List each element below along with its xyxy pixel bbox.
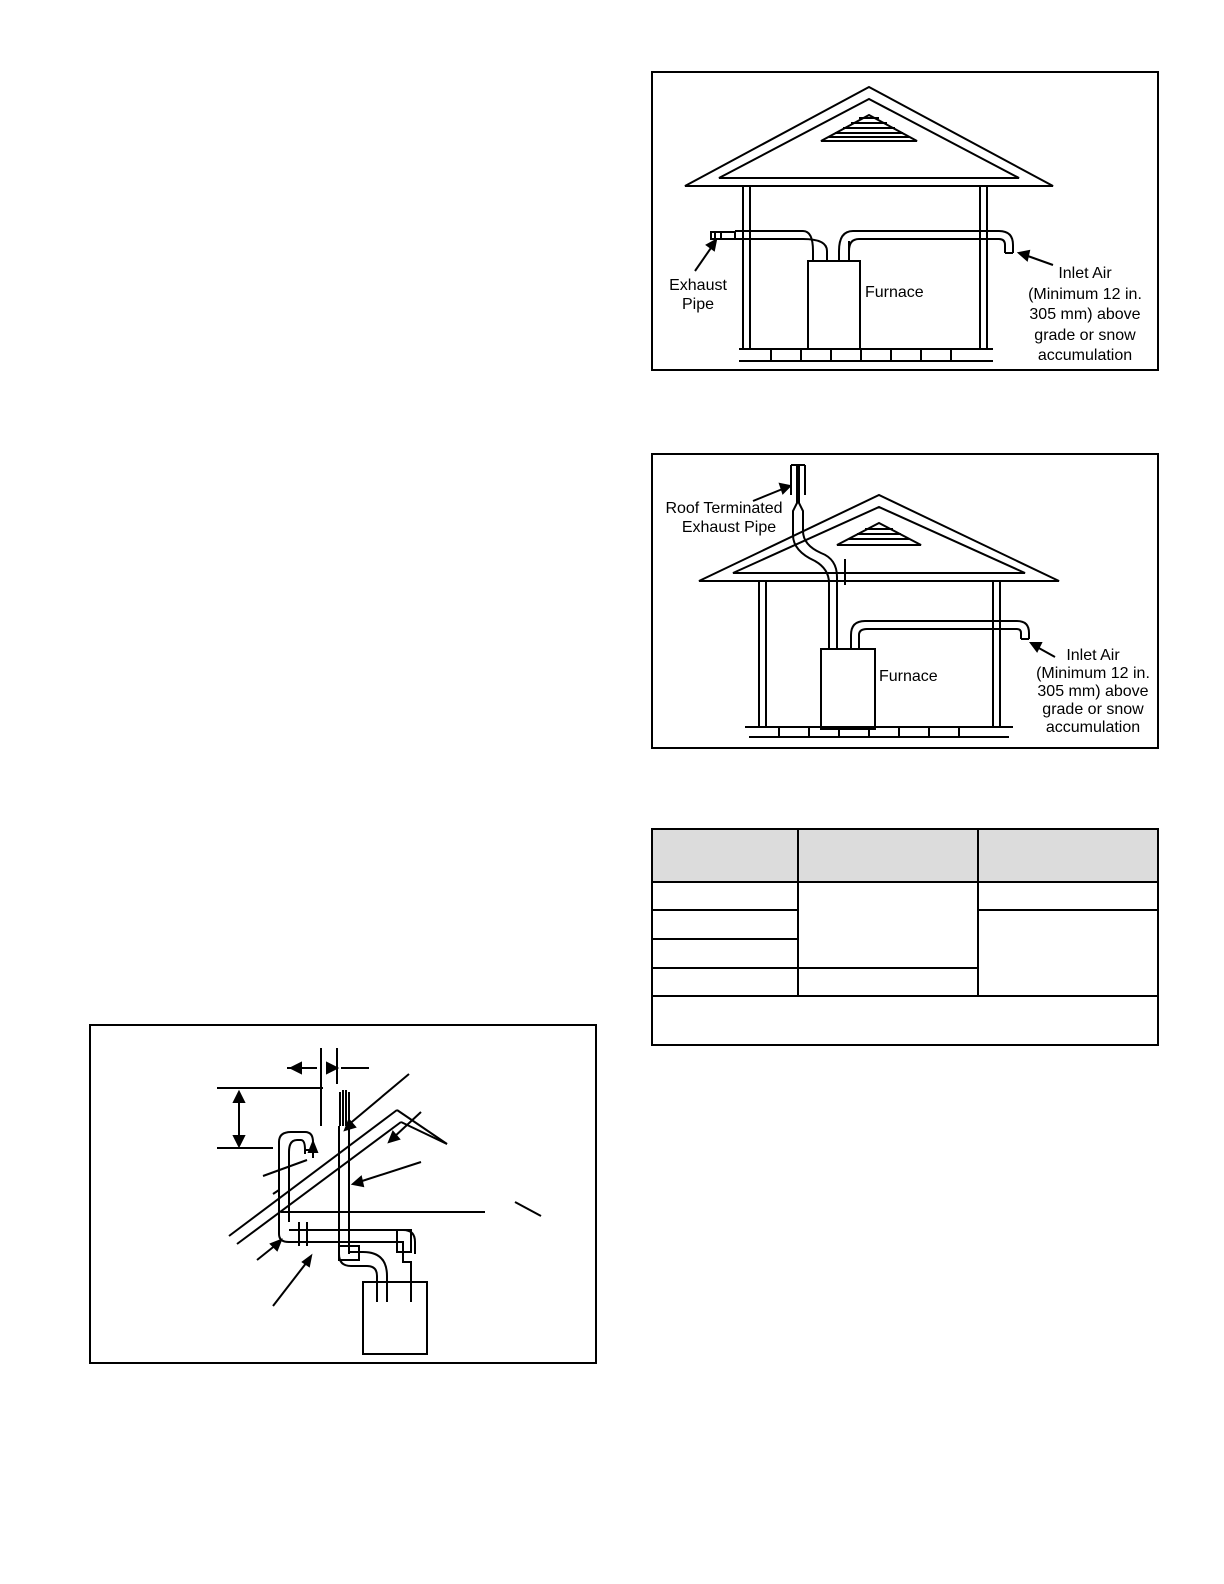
table-divider (653, 909, 797, 911)
specification-table (651, 828, 1159, 1046)
figure-roof-venting (651, 453, 1159, 749)
inlet-air-label: Inlet Air (Minimum 12 in. 305 mm) above grade or snow accumulation (1036, 647, 1150, 736)
figure-sidewall-venting (651, 71, 1159, 371)
attic-vent-illustration (91, 1026, 595, 1362)
roof-exhaust-label: Roof Terminated Exhaust Pipe (665, 500, 783, 536)
table-divider (797, 830, 799, 996)
table-divider (653, 881, 1157, 883)
table-divider (653, 995, 1157, 997)
table-divider (653, 967, 977, 969)
table-divider (653, 938, 797, 940)
exhaust-pipe-label: Exhaust Pipe (669, 277, 727, 313)
figure-attic-venting (89, 1024, 597, 1364)
table-header-row (653, 830, 1157, 881)
furnace-label: Furnace (879, 668, 938, 685)
furnace-label: Furnace (865, 284, 924, 301)
inlet-air-label: Inlet Air (Minimum 12 in. 305 mm) above grade or snow accumulation (1028, 265, 1142, 364)
table-divider (977, 909, 1157, 911)
table-divider (977, 830, 979, 996)
